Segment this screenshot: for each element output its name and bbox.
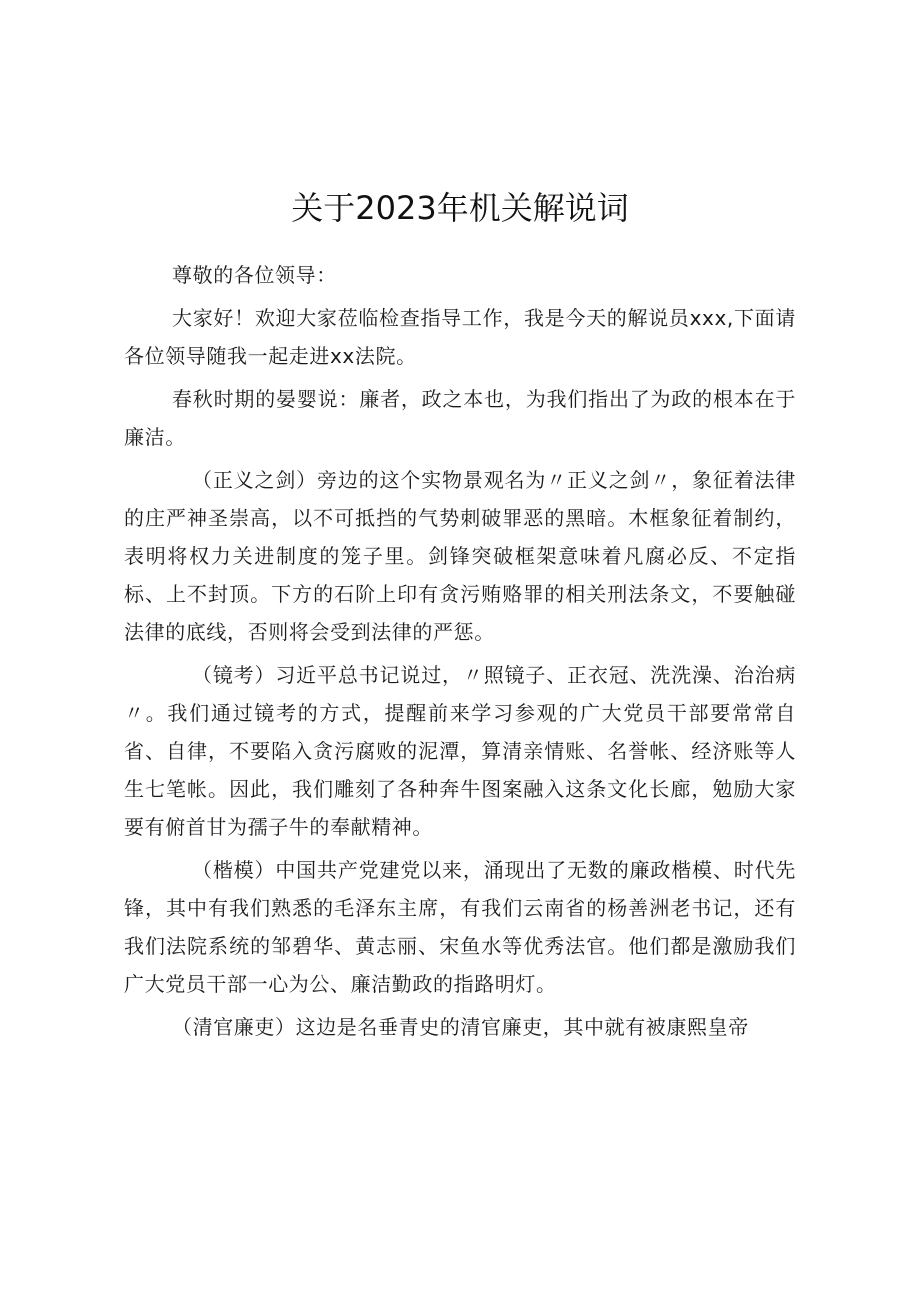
greeting-paragraph: 大家好！欢迎大家莅临检查指导工作，我是今天的解说员xxx,下面请各位领导随我一起走进xx法院。	[124, 306, 796, 368]
salutation-paragraph: 尊敬的各位领导：	[172, 263, 337, 287]
yanying-quote-paragraph: 春秋时期的晏婴说：廉者，政之本也，为我们指出了为政的根本在于廉洁。	[124, 387, 796, 449]
document-body	[124, 256, 796, 1051]
sword-of-justice-paragraph: （正义之剑）旁边的这个实物景观名为〃正义之剑〃，象征着法律的庄严神圣崇高，以不可抵挡的气势刺破罪恶的黑暗。木框象征着制约，表明将权力关进制度的笼子里。剑锋突破框架意味着凡腐必反、不定指标、上不封顶。下方的石阶上印有贪污贿赂罪的相关刑法条文，不要触碰法律的底线，否则将会受到法律的严惩。	[124, 468, 796, 644]
honest-officials-paragraph: （清官廉吏）这边是名垂青史的清官廉吏，其中就有被康熙皇帝	[172, 1015, 749, 1039]
document-title: 关于2023年机关解说词	[291, 189, 629, 227]
role-models-paragraph: （楷模）中国共产党建党以来，涌现出了无数的廉政楷模、时代先锋，其中有我们熟悉的毛泽东主席，有我们云南省的杨善洲老书记，还有我们法院系统的邹碧华、黄志丽、宋鱼水等优秀法官。他们都是激励我们广大党员干部一心为公、廉洁勤政的指路明灯。	[124, 858, 796, 996]
mirror-test-paragraph: （镜考）习近平总书记说过，〃照镜子、正衣冠、洗洗澡、治治病〃。我们通过镜考的方式，提醒前来学习参观的广大党员干部要常常自省、自律，不要陷入贪污腐败的泥潭，算清亲情账、名誉帐、经济账等人生七笔帐。因此，我们雕刻了各种奔牛图案融入这条文化长廊，勉励大家要有俯首甘为孺子牛的奉献精神。	[124, 663, 796, 839]
